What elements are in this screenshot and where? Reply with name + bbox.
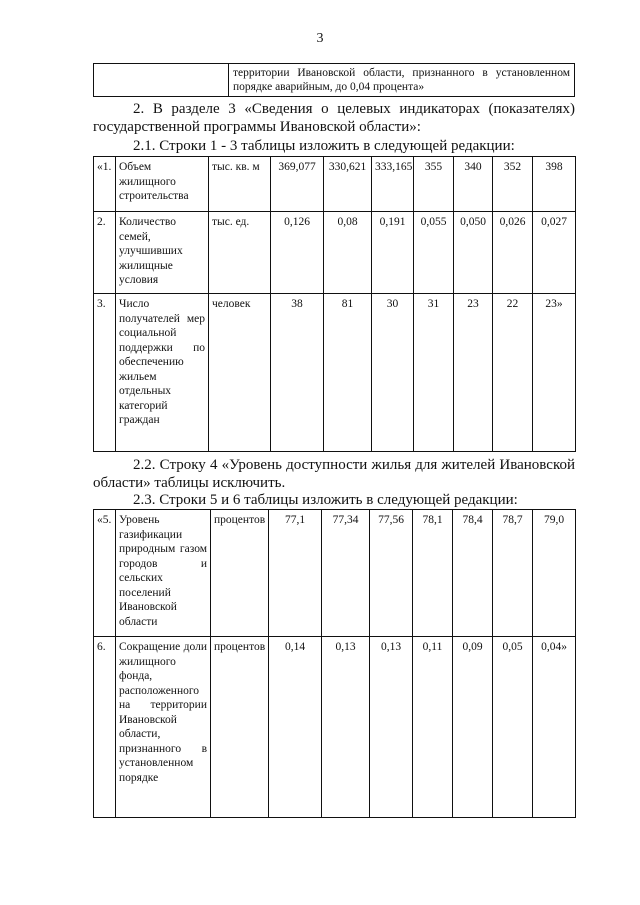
indicator-name: Уровень газификации природным газом городов и сельских поселений Ивановской области — [116, 510, 211, 637]
row-number: 3. — [94, 294, 116, 452]
empty-cell — [94, 64, 229, 97]
row-number: «1. — [94, 157, 116, 212]
value-cell: 79,0 — [533, 510, 576, 637]
continuation-text: территории Ивановской области, признанного в установленном порядке аварийным, до 0,04 процента» — [229, 64, 575, 97]
indicator-name: Количество семей, улучшивших жилищные условия — [116, 212, 209, 294]
indicator-name: Число получателей мер социальной поддержки по обеспечению жильем отдельных категорий граждан — [116, 294, 209, 452]
value-cell: 81 — [324, 294, 372, 452]
paragraph-2-3: 2.3. Строки 5 и 6 таблицы изложить в следующей редакции: — [133, 492, 518, 508]
value-cell: 0,08 — [324, 212, 372, 294]
value-cell: 0,191 — [372, 212, 414, 294]
paragraph-2-line2: государственной программы Ивановской области»: — [93, 119, 421, 135]
value-cell: 23 — [454, 294, 493, 452]
unit-cell: человек — [209, 294, 271, 452]
value-cell: 77,34 — [322, 510, 370, 637]
paragraph-2-1: 2.1. Строки 1 - 3 таблицы изложить в следующей редакции: — [133, 138, 515, 154]
table-row — [94, 212, 576, 294]
unit-cell: процентов — [211, 510, 269, 637]
value-cell: 77,56 — [370, 510, 413, 637]
value-cell: 23» — [533, 294, 576, 452]
paragraph-2-line1: 2. В разделе 3 «Сведения о целевых индикаторах (показателях) — [133, 101, 575, 117]
table-row — [94, 637, 576, 818]
value-cell: 352 — [493, 157, 533, 212]
value-cell: 31 — [414, 294, 454, 452]
value-cell: 398 — [533, 157, 576, 212]
table-row — [94, 510, 576, 637]
value-cell: 78,1 — [413, 510, 453, 637]
indicator-name: Сокращение доли жилищного фонда, расположенного на территории Ивановской области, признанного в установленном порядке — [116, 637, 211, 818]
paragraph-2-2-line1: 2.2. Строку 4 «Уровень доступности жилья для жителей Ивановской — [133, 457, 575, 473]
value-cell: 0,14 — [269, 637, 322, 818]
value-cell: 330,621 — [324, 157, 372, 212]
continuation-table — [93, 63, 575, 97]
table-row — [94, 64, 575, 97]
paragraph-2-2-line2: области» таблицы исключить. — [93, 475, 286, 491]
value-cell: 355 — [414, 157, 454, 212]
value-cell: 0,05 — [493, 637, 533, 818]
indicators-table-1 — [93, 156, 576, 452]
indicator-name: Объем жилищного строительства — [116, 157, 209, 212]
value-cell: 0,126 — [271, 212, 324, 294]
value-cell: 333,165 — [372, 157, 414, 212]
value-cell: 38 — [271, 294, 324, 452]
unit-cell: процентов — [211, 637, 269, 818]
value-cell: 22 — [493, 294, 533, 452]
unit-cell: тыс. ед. — [209, 212, 271, 294]
value-cell: 369,077 — [271, 157, 324, 212]
value-cell: 0,04» — [533, 637, 576, 818]
value-cell: 0,050 — [454, 212, 493, 294]
value-cell: 30 — [372, 294, 414, 452]
value-cell: 0,055 — [414, 212, 454, 294]
page-number: 3 — [316, 31, 324, 46]
unit-cell: тыс. кв. м — [209, 157, 271, 212]
row-number: «5. — [94, 510, 116, 637]
value-cell: 0,027 — [533, 212, 576, 294]
value-cell: 0,09 — [453, 637, 493, 818]
value-cell: 0,13 — [370, 637, 413, 818]
value-cell: 0,13 — [322, 637, 370, 818]
row-number: 6. — [94, 637, 116, 818]
indicators-table-2 — [93, 509, 576, 818]
value-cell: 340 — [454, 157, 493, 212]
value-cell: 78,4 — [453, 510, 493, 637]
value-cell: 0,11 — [413, 637, 453, 818]
table-row — [94, 157, 576, 212]
value-cell: 0,026 — [493, 212, 533, 294]
table-row — [94, 294, 576, 452]
value-cell: 77,1 — [269, 510, 322, 637]
row-number: 2. — [94, 212, 116, 294]
value-cell: 78,7 — [493, 510, 533, 637]
